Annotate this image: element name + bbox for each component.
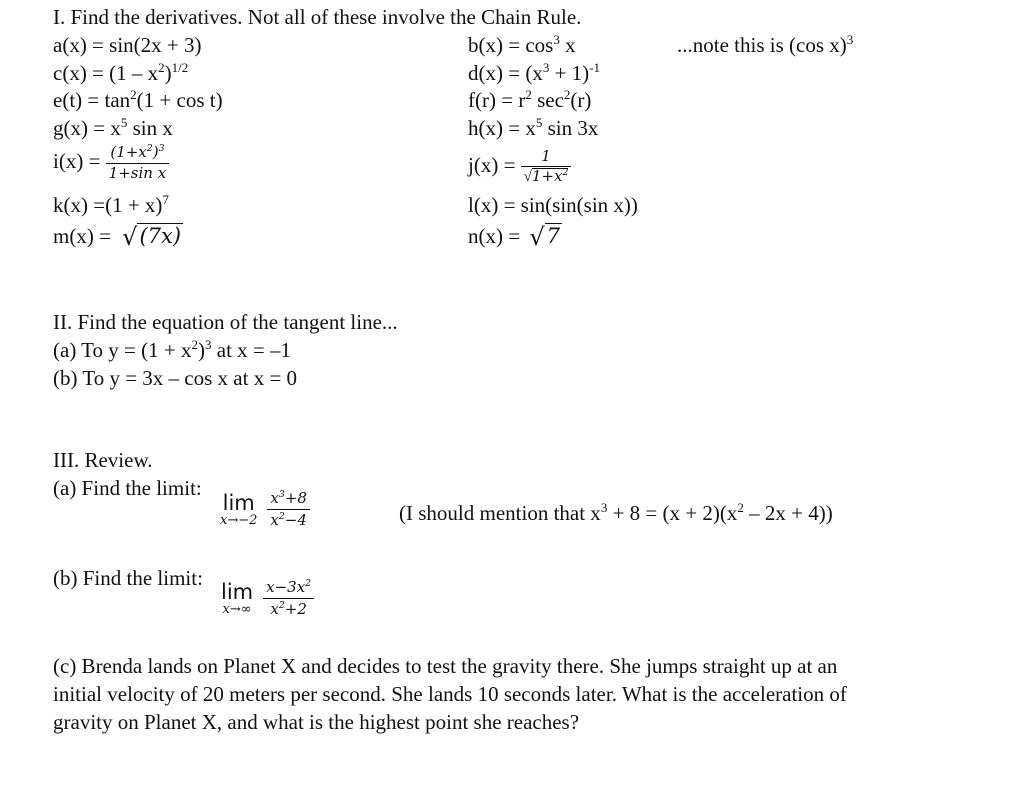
problem-a: [53, 33, 202, 57]
problem-h-text: h(x) = x: [468, 116, 536, 140]
tangent-problem-b: (b) To y = 3x – cos x at x = 0: [53, 366, 298, 390]
problem-g: [53, 116, 173, 140]
problem-b-text: b(x) = cos: [468, 33, 554, 57]
limit-b-denominator-var: x: [270, 600, 279, 618]
hint-tail: – 2x + 4)): [743, 501, 833, 525]
problem-j: [468, 148, 571, 186]
gravity-problem-line-3: gravity on Planet X, and what is the highest point she reaches?: [53, 710, 580, 734]
problem-k-text: k(x) =(1 + x): [53, 193, 163, 217]
problem-d-exponent-2: -1: [589, 60, 601, 75]
problem-e-exponent: 2: [130, 87, 137, 102]
limit-b-numerator-exp: 2: [305, 578, 312, 589]
problem-i-denominator: 1+sin x: [108, 164, 167, 182]
tangent-problem-a: [53, 338, 291, 362]
problem-b-tail: x: [559, 33, 576, 57]
sqrt-symbol: √: [523, 169, 532, 185]
problem-k: [53, 193, 169, 217]
limit-b-operator: [221, 581, 253, 617]
problem-j-radicand-text: 1+x: [531, 167, 563, 185]
sqrt-symbol: √: [529, 223, 545, 251]
problem-f-tail: (r): [570, 88, 592, 112]
hint-exponent-1: 3: [600, 500, 608, 515]
limit-b-expression: [221, 578, 314, 619]
problem-j-fraction: [521, 148, 572, 186]
problem-a-text: a(x) = sin(2x + 3): [53, 33, 202, 57]
problem-c-mid: ): [164, 61, 172, 85]
tangent-a-exponent-2: 3: [204, 337, 212, 352]
problem-l: [468, 193, 638, 217]
problem-d-text: d(x) = (x: [468, 61, 543, 85]
problem-i-label: i(x) =: [53, 148, 101, 173]
problem-n-radicand: 7: [546, 224, 561, 248]
limit-a-label: (a) Find the limit:: [53, 476, 202, 500]
problem-n: [468, 224, 562, 249]
problem-c-exponent-1: 2: [158, 60, 165, 75]
problem-l-text: l(x) = sin(sin(sin x)): [468, 193, 638, 217]
problem-k-exponent: 7: [162, 192, 169, 207]
problem-i-numerator-exp-2: 3: [158, 143, 165, 154]
hint-mid: + 8 = (x + 2)(x: [607, 501, 738, 525]
problem-h-tail: sin 3x: [542, 116, 599, 140]
cos-note-text: ...note this is (cos x): [677, 33, 847, 57]
limit-b-fraction: [263, 578, 314, 619]
factoring-hint: [399, 501, 833, 525]
problem-j-denominator: [521, 167, 572, 186]
problem-m-label: m(x) =: [53, 224, 111, 248]
problem-c-text: c(x) = (1 – x: [53, 61, 159, 85]
problem-i-numerator-close: ): [152, 143, 159, 161]
lim-word: lim: [222, 490, 255, 515]
problem-n-radical: [529, 224, 562, 249]
limit-a-operator: [220, 492, 257, 528]
problem-d-exponent-1: 3: [542, 60, 550, 75]
problem-b: [468, 33, 576, 57]
problem-i-numerator-exp-1: 2: [146, 143, 153, 154]
problem-f-exponent-2: 2: [563, 87, 571, 102]
problem-j-radicand-exp: 2: [562, 167, 569, 178]
limit-b-denominator: [263, 599, 314, 619]
gravity-problem-line-1: (c) Brenda lands on Planet X and decides to test the gravity there. She jumps straight up at an: [53, 654, 838, 678]
problem-g-text: g(x) = x: [53, 116, 121, 140]
problem-m-radical: [122, 224, 183, 249]
limit-b-label: (b) Find the limit:: [53, 566, 203, 590]
problem-g-exponent: 5: [120, 115, 128, 130]
problem-c-exponent-2: 1/2: [171, 60, 189, 75]
tangent-a-exponent-1: 2: [191, 337, 198, 352]
problem-j-radicand: [532, 168, 569, 185]
limit-a-denominator: [267, 510, 310, 530]
limit-b-denominator-tail: +2: [284, 600, 307, 618]
limit-a-denominator-var: x: [270, 511, 279, 529]
tangent-a-mid: ): [197, 338, 205, 362]
problem-d: [468, 61, 600, 85]
cos-note: [677, 33, 853, 57]
limit-a-numerator: [267, 489, 310, 510]
problem-h-exponent: 5: [535, 115, 543, 130]
hint-text: (I should mention that x: [399, 501, 601, 525]
problem-b-exponent: 3: [553, 32, 560, 47]
limit-a-numerator-tail: +8: [284, 489, 307, 507]
problem-e-tail: (1 + cos t): [136, 88, 223, 112]
tangent-a-text: (a) To y = (1 + x: [53, 338, 192, 362]
problem-g-tail: sin x: [127, 116, 173, 140]
problem-h: [468, 116, 598, 140]
section-1-heading: I. Find the derivatives. Not all of these involve the Chain Rule.: [53, 5, 582, 29]
lim-word: lim: [221, 579, 254, 604]
problem-n-label: n(x) =: [468, 224, 521, 248]
section-3-heading: III. Review.: [53, 448, 153, 472]
hint-exponent-2: 2: [737, 500, 744, 515]
limit-a-numerator-var: x: [270, 489, 279, 507]
problem-c: [53, 61, 188, 85]
limit-a-numerator-exp: 3: [278, 489, 285, 500]
problem-i-numerator: [106, 144, 170, 164]
problem-i: [53, 144, 169, 182]
problem-m: [53, 224, 183, 249]
problem-f-text: f(r) = r: [468, 88, 526, 112]
gravity-problem-line-2: initial velocity of 20 meters per second. She lands 10 seconds later. What is the acceleration of: [53, 682, 847, 706]
problem-i-fraction: [106, 144, 170, 182]
limit-b-denominator-exp: 2: [278, 600, 285, 611]
problem-d-mid: + 1): [549, 61, 590, 85]
problem-i-numerator-text: (1+x: [110, 143, 147, 161]
limit-a-subscript: x→−2: [220, 512, 258, 528]
problem-f-exponent-1: 2: [525, 87, 532, 102]
limit-a-expression: [220, 489, 310, 530]
problem-m-radicand: (7x): [139, 224, 182, 248]
sqrt-symbol: √: [122, 223, 138, 251]
cos-note-exponent: 3: [846, 32, 854, 47]
problem-j-numerator: 1: [521, 148, 572, 167]
limit-a-denominator-tail: −4: [284, 511, 307, 529]
problem-f: [468, 88, 591, 112]
limit-b-numerator: [263, 578, 314, 599]
problem-f-mid: sec: [531, 88, 564, 112]
limit-b-numerator-text: x−3x: [266, 578, 306, 596]
limit-a-denominator-exp: 2: [278, 511, 285, 522]
limit-b-subscript: x→∞: [222, 601, 252, 617]
section-2-heading: II. Find the equation of the tangent line...: [53, 310, 398, 334]
limit-a-fraction: [267, 489, 310, 530]
problem-e: [53, 88, 223, 112]
tangent-a-tail: at x = –1: [211, 338, 291, 362]
problem-e-text: e(t) = tan: [53, 88, 131, 112]
problem-j-label: j(x) =: [468, 152, 516, 177]
